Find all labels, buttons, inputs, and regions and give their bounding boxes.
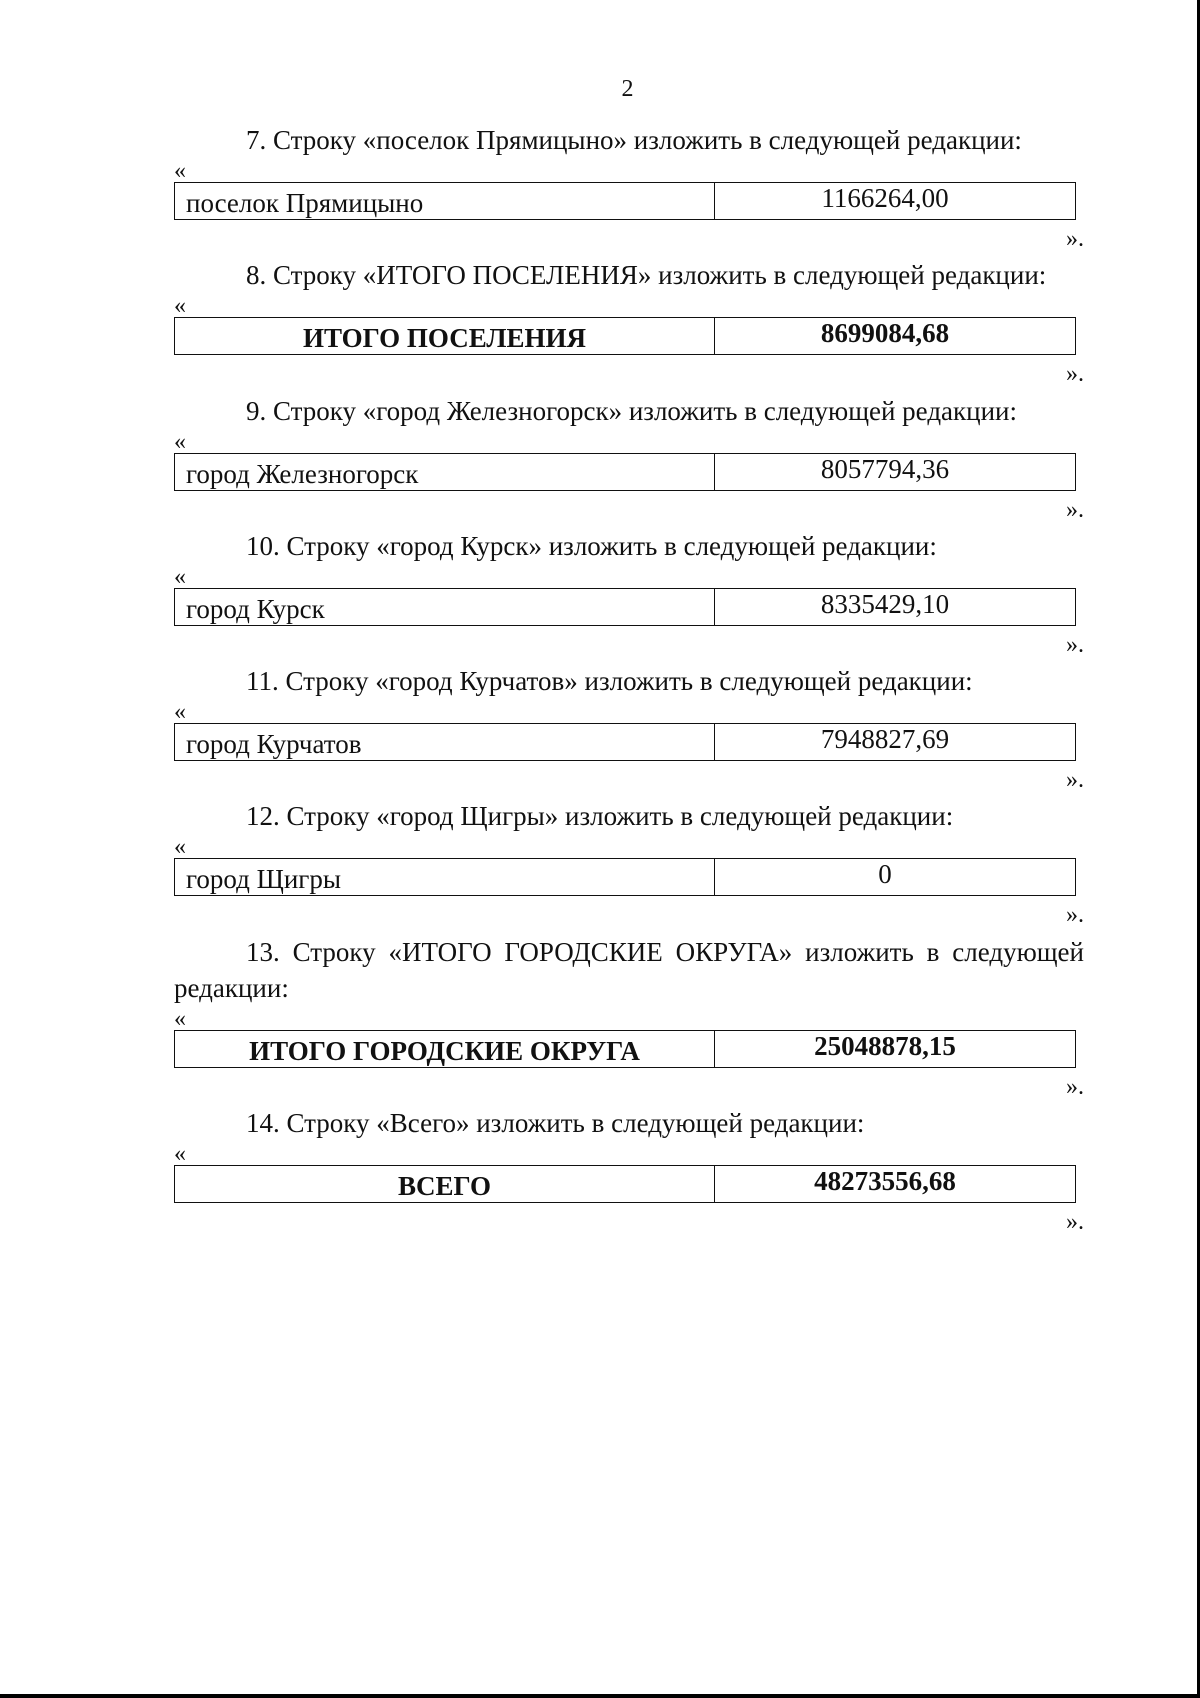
amendment-section-10 <box>174 528 1084 658</box>
opening-quote: « <box>174 699 186 725</box>
opening-quote: « <box>174 564 186 590</box>
row-name-cell: ИТОГО ГОРОДСКИЕ ОКРУГА <box>175 1031 715 1067</box>
instruction-text: 9. Строку «город Железногорск» изложить в следующей редакции: <box>246 396 1018 426</box>
opening-quote: « <box>174 158 186 184</box>
instruction-text: 11. Строку «город Курчатов» изложить в следующей редакции: <box>246 666 973 696</box>
closing-quote: ». <box>1066 226 1084 252</box>
amended-row-table <box>174 453 1076 491</box>
amended-row-table <box>174 182 1076 220</box>
row-name-cell: город Курск <box>175 589 715 625</box>
amended-row-table <box>174 588 1076 626</box>
amendment-section-9 <box>174 393 1084 523</box>
amendment-section-12 <box>174 798 1084 928</box>
closing-quote: ». <box>1066 902 1084 928</box>
opening-quote: « <box>174 1006 186 1032</box>
row-value-cell: 8335429,10 <box>820 589 950 619</box>
instruction-text: 12. Строку «город Щигры» изложить в следующей редакции: <box>246 801 954 831</box>
amendment-section-8 <box>174 257 1084 387</box>
page-number: 2 <box>621 76 634 102</box>
row-name-cell: ИТОГО ПОСЕЛЕНИЯ <box>175 318 715 354</box>
row-value-cell: 7948827,69 <box>820 724 950 754</box>
instruction-text: 8. Строку «ИТОГО ПОСЕЛЕНИЯ» изложить в следующей редакции: <box>246 260 1047 290</box>
amended-row-table <box>174 858 1076 896</box>
row-name-cell: поселок Прямицыно <box>175 183 715 219</box>
amended-row-table <box>174 1030 1076 1068</box>
row-name-cell: ВСЕГО <box>175 1166 715 1202</box>
closing-quote: ». <box>1066 1209 1084 1235</box>
instruction-text: 7. Строку «поселок Прямицыно» изложить в следующей редакции: <box>246 125 1022 155</box>
amended-row-table <box>174 317 1076 355</box>
row-value-cell: 0 <box>878 859 892 889</box>
amended-row-table <box>174 723 1076 761</box>
closing-quote: ». <box>1066 1074 1084 1100</box>
closing-quote: ». <box>1066 767 1084 793</box>
row-value-cell: 8699084,68 <box>820 318 950 348</box>
closing-quote: ». <box>1066 497 1084 523</box>
opening-quote: « <box>174 834 186 860</box>
amendment-section-14 <box>174 1105 1084 1235</box>
row-value-cell: 25048878,15 <box>814 1031 956 1061</box>
instruction-text: 14. Строку «Всего» изложить в следующей редакции: <box>246 1108 865 1138</box>
row-name-cell: город Щигры <box>175 859 715 895</box>
opening-quote: « <box>174 1141 186 1167</box>
row-name-cell: город Курчатов <box>175 724 715 760</box>
row-name-cell: город Железногорск <box>175 454 715 490</box>
instruction-text: 10. Строку «город Курск» изложить в следующей редакции: <box>246 531 937 561</box>
amendment-section-7 <box>174 122 1084 252</box>
instruction-text: 13. Строку «ИТОГО ГОРОДСКИЕ ОКРУГА» изложить в следующей редакции: <box>174 937 1084 1003</box>
amendment-section-13 <box>174 934 1084 1100</box>
row-value-cell: 8057794,36 <box>820 454 950 484</box>
closing-quote: ». <box>1066 632 1084 658</box>
row-value-cell: 1166264,00 <box>821 183 949 213</box>
opening-quote: « <box>174 293 186 319</box>
opening-quote: « <box>174 429 186 455</box>
amendment-section-11 <box>174 663 1084 793</box>
row-value-cell: 48273556,68 <box>814 1166 956 1196</box>
closing-quote: ». <box>1066 361 1084 387</box>
amended-row-table <box>174 1165 1076 1203</box>
